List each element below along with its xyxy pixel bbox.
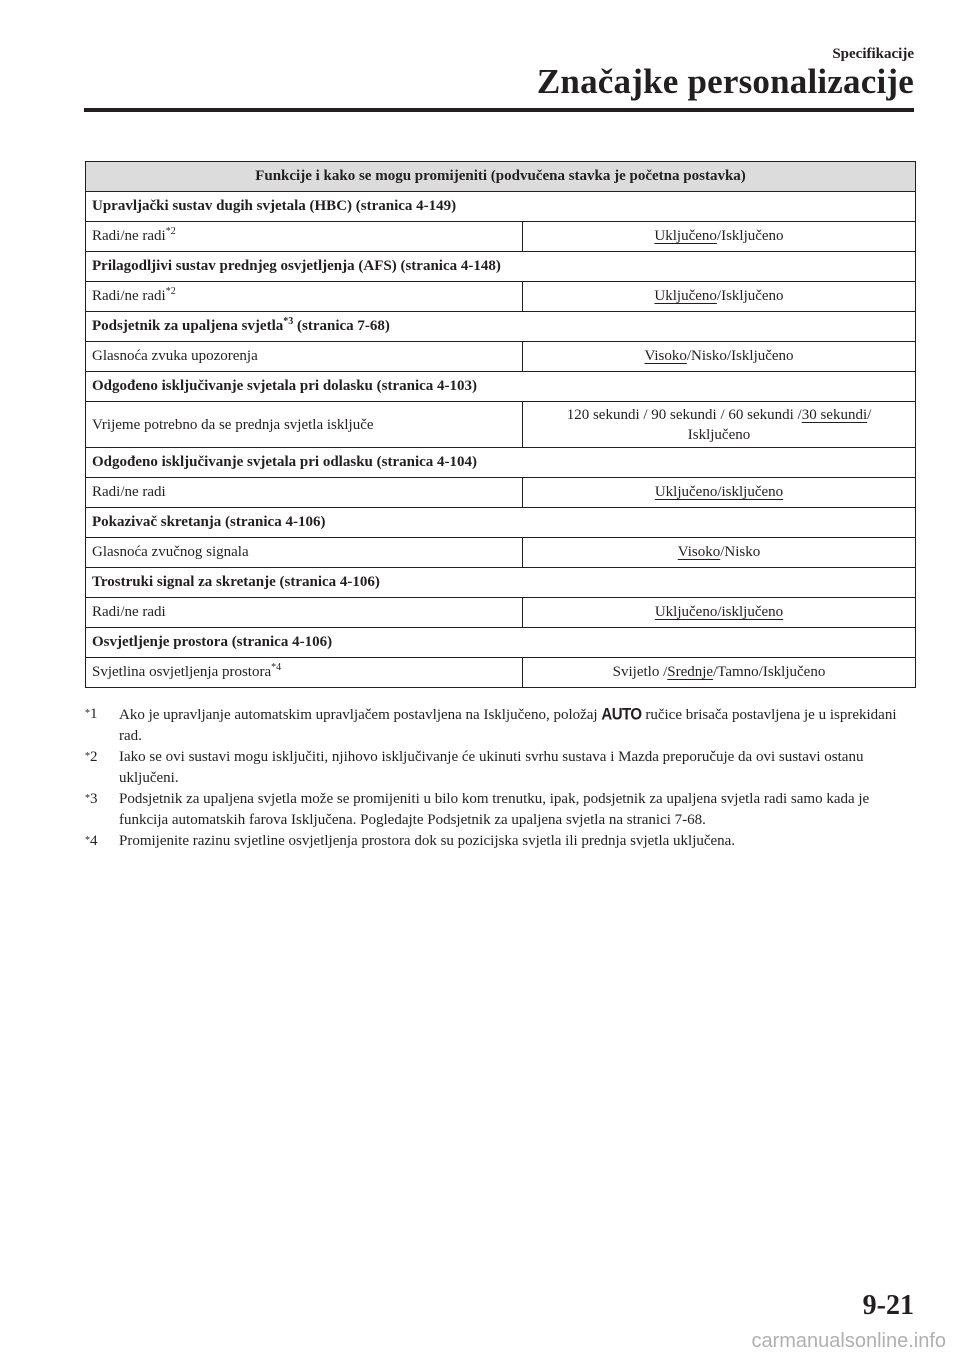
- default-option: Uključeno/isključeno: [654, 604, 784, 620]
- setting-label-text: Radi/ne radi: [92, 288, 166, 304]
- section-title: [86, 448, 916, 478]
- setting-value: [523, 222, 916, 252]
- footnote-ref: *2: [165, 286, 176, 297]
- setting-row: [86, 402, 916, 448]
- option-text: /Nisko: [720, 544, 761, 560]
- footnote: [85, 747, 915, 789]
- setting-label: [86, 478, 523, 508]
- section-row: [86, 252, 916, 282]
- section-row: [86, 312, 916, 342]
- section-row: [86, 192, 916, 222]
- footnote-marker: [85, 704, 98, 725]
- footnote-number: 3: [90, 791, 98, 807]
- section-row: [86, 568, 916, 598]
- section-title-text: Podsjetnik za upaljena svjetla: [92, 318, 284, 334]
- footnote-text: Podsjetnik za upaljena svjetla može se promijeniti u bilo kom trenutku, ipak, podsjetnik za upaljena svjetla radi samo kada je funkcija automatskih farova Isključena. Pogledajte Podsjetnik za upaljena svjetla na stranici 7-68.: [119, 791, 870, 828]
- setting-label: [86, 222, 523, 252]
- section-title: [86, 508, 916, 538]
- footnote-number: 2: [90, 749, 98, 765]
- option-text: 120 sekundi / 90 sekundi / 60 sekundi /: [566, 406, 802, 423]
- setting-label: [86, 402, 523, 448]
- section-row: [86, 448, 916, 478]
- section-title-text: Pokazivač skretanja (stranica 4-106): [92, 514, 326, 530]
- footnote: [85, 704, 915, 747]
- section-title: [86, 628, 916, 658]
- footnote-marker: [85, 789, 98, 810]
- footnote-ref: *3: [283, 316, 294, 327]
- option-text: /: [867, 406, 872, 423]
- header-rule: [84, 108, 914, 112]
- setting-value: [523, 478, 916, 508]
- section-row: [86, 372, 916, 402]
- setting-label-text: Radi/ne radi: [92, 228, 166, 244]
- section-title: [86, 252, 916, 282]
- footnote-marker: [85, 747, 98, 768]
- section-title-text: Upravljački sustav dugih svjetala (HBC) (stranica 4-149): [92, 198, 457, 214]
- footnote: [85, 789, 915, 831]
- page-title: Značajke personalizacije: [536, 62, 914, 101]
- footnote: [85, 831, 915, 852]
- footnote-asterisk: *: [85, 793, 90, 804]
- default-option: Uključeno: [654, 228, 717, 244]
- option-text: Isključeno: [687, 426, 751, 443]
- footnote-ref: *4: [271, 662, 282, 673]
- footnote-number: 4: [90, 833, 98, 849]
- table-body: [86, 192, 916, 688]
- footnote-asterisk: *: [85, 751, 90, 762]
- page-number: 9-21: [862, 1290, 914, 1321]
- section-title: [86, 568, 916, 598]
- setting-row: [86, 538, 916, 568]
- spec-table: [85, 161, 916, 688]
- section-title-text: Odgođeno isključivanje svjetala pri dolasku (stranica 4-103): [92, 378, 478, 394]
- setting-value: [523, 598, 916, 628]
- footnote-text: Ako je upravljanje automatskim upravljačem postavljena na Isključeno, položaj: [119, 707, 602, 723]
- footnote-marker: [85, 831, 98, 852]
- default-option: Srednje: [667, 664, 714, 680]
- setting-row: [86, 282, 916, 312]
- setting-label-text: Svjetlina osvjetljenja prostora: [92, 664, 272, 680]
- setting-label: [86, 658, 523, 688]
- section-row: [86, 628, 916, 658]
- section-title-text: Odgođeno isključivanje svjetala pri odlasku (stranica 4-104): [92, 454, 478, 470]
- setting-row: [86, 598, 916, 628]
- footnote-asterisk: *: [85, 708, 90, 719]
- option-text: /Isključeno: [716, 288, 784, 304]
- section-title-page: (stranica 7-68): [293, 318, 390, 334]
- table-header-row: [86, 162, 916, 192]
- setting-value: [523, 658, 916, 688]
- watermark: carmanualsonline.info: [751, 1330, 946, 1352]
- default-option: 30 sekundi: [801, 406, 868, 423]
- section-title: [86, 372, 916, 402]
- setting-row: [86, 222, 916, 252]
- footnotes: [85, 704, 915, 852]
- section-title-text: Prilagodljivi sustav prednjeg osvjetljenja (AFS) (stranica 4-148): [92, 258, 501, 274]
- table-header: Funkcije i kako se mogu promijeniti (podvučena stavka je početna postavka): [86, 162, 916, 192]
- default-option: Uključeno/isključeno: [654, 484, 784, 500]
- option-text: Svijetlo /: [612, 664, 668, 680]
- footnote-text: Promijenite razinu svjetline osvjetljenja prostora dok su pozicijska svjetla ili prednja svjetla uključena.: [119, 833, 736, 849]
- setting-value: [523, 342, 916, 372]
- setting-label: [86, 342, 523, 372]
- section-title: [86, 192, 916, 222]
- footnote-asterisk: *: [85, 835, 90, 846]
- header-section: Specifikacije: [832, 46, 914, 62]
- section-title-text: Trostruki signal za skretanje (stranica 4-106): [92, 574, 380, 590]
- setting-label-text: Radi/ne radi: [92, 484, 166, 500]
- default-option: Visoko: [677, 544, 721, 560]
- section-title: [86, 312, 916, 342]
- option-text: /Isključeno: [716, 228, 784, 244]
- setting-label-text: Glasnoća zvuka upozorenja: [92, 348, 258, 364]
- setting-label: [86, 598, 523, 628]
- option-text: /Tamno/Isključeno: [713, 664, 826, 680]
- setting-label: [86, 538, 523, 568]
- setting-value: [523, 538, 916, 568]
- setting-row: [86, 658, 916, 688]
- default-option: Visoko: [644, 348, 687, 364]
- setting-value: [523, 402, 916, 448]
- footnote-ref: *2: [165, 226, 176, 237]
- setting-label-text: Glasnoća zvučnog signala: [92, 544, 249, 560]
- setting-label: [86, 282, 523, 312]
- section-row: [86, 508, 916, 538]
- auto-icon: AUTO: [601, 705, 642, 724]
- setting-label-text: Radi/ne radi: [92, 604, 166, 620]
- footnote-number: 1: [90, 706, 98, 722]
- setting-value: [523, 282, 916, 312]
- default-option: Uključeno: [654, 288, 717, 304]
- setting-label-text: Vrijeme potrebno da se prednja svjetla isključe: [92, 416, 374, 433]
- option-text: /Nisko/Isključeno: [686, 348, 794, 364]
- setting-row: [86, 342, 916, 372]
- footnote-text: Iako se ovi sustavi mogu isključiti, njihovo isključivanje će ukinuti svrhu sustava i Mazda preporučuje da ovi sustavi ostanu uključeni.: [119, 749, 864, 786]
- section-title-text: Osvjetljenje prostora (stranica 4-106): [92, 634, 333, 650]
- setting-row: [86, 478, 916, 508]
- footnote-text: ručice brisača postavljena je u isprekidani rad.: [119, 707, 897, 744]
